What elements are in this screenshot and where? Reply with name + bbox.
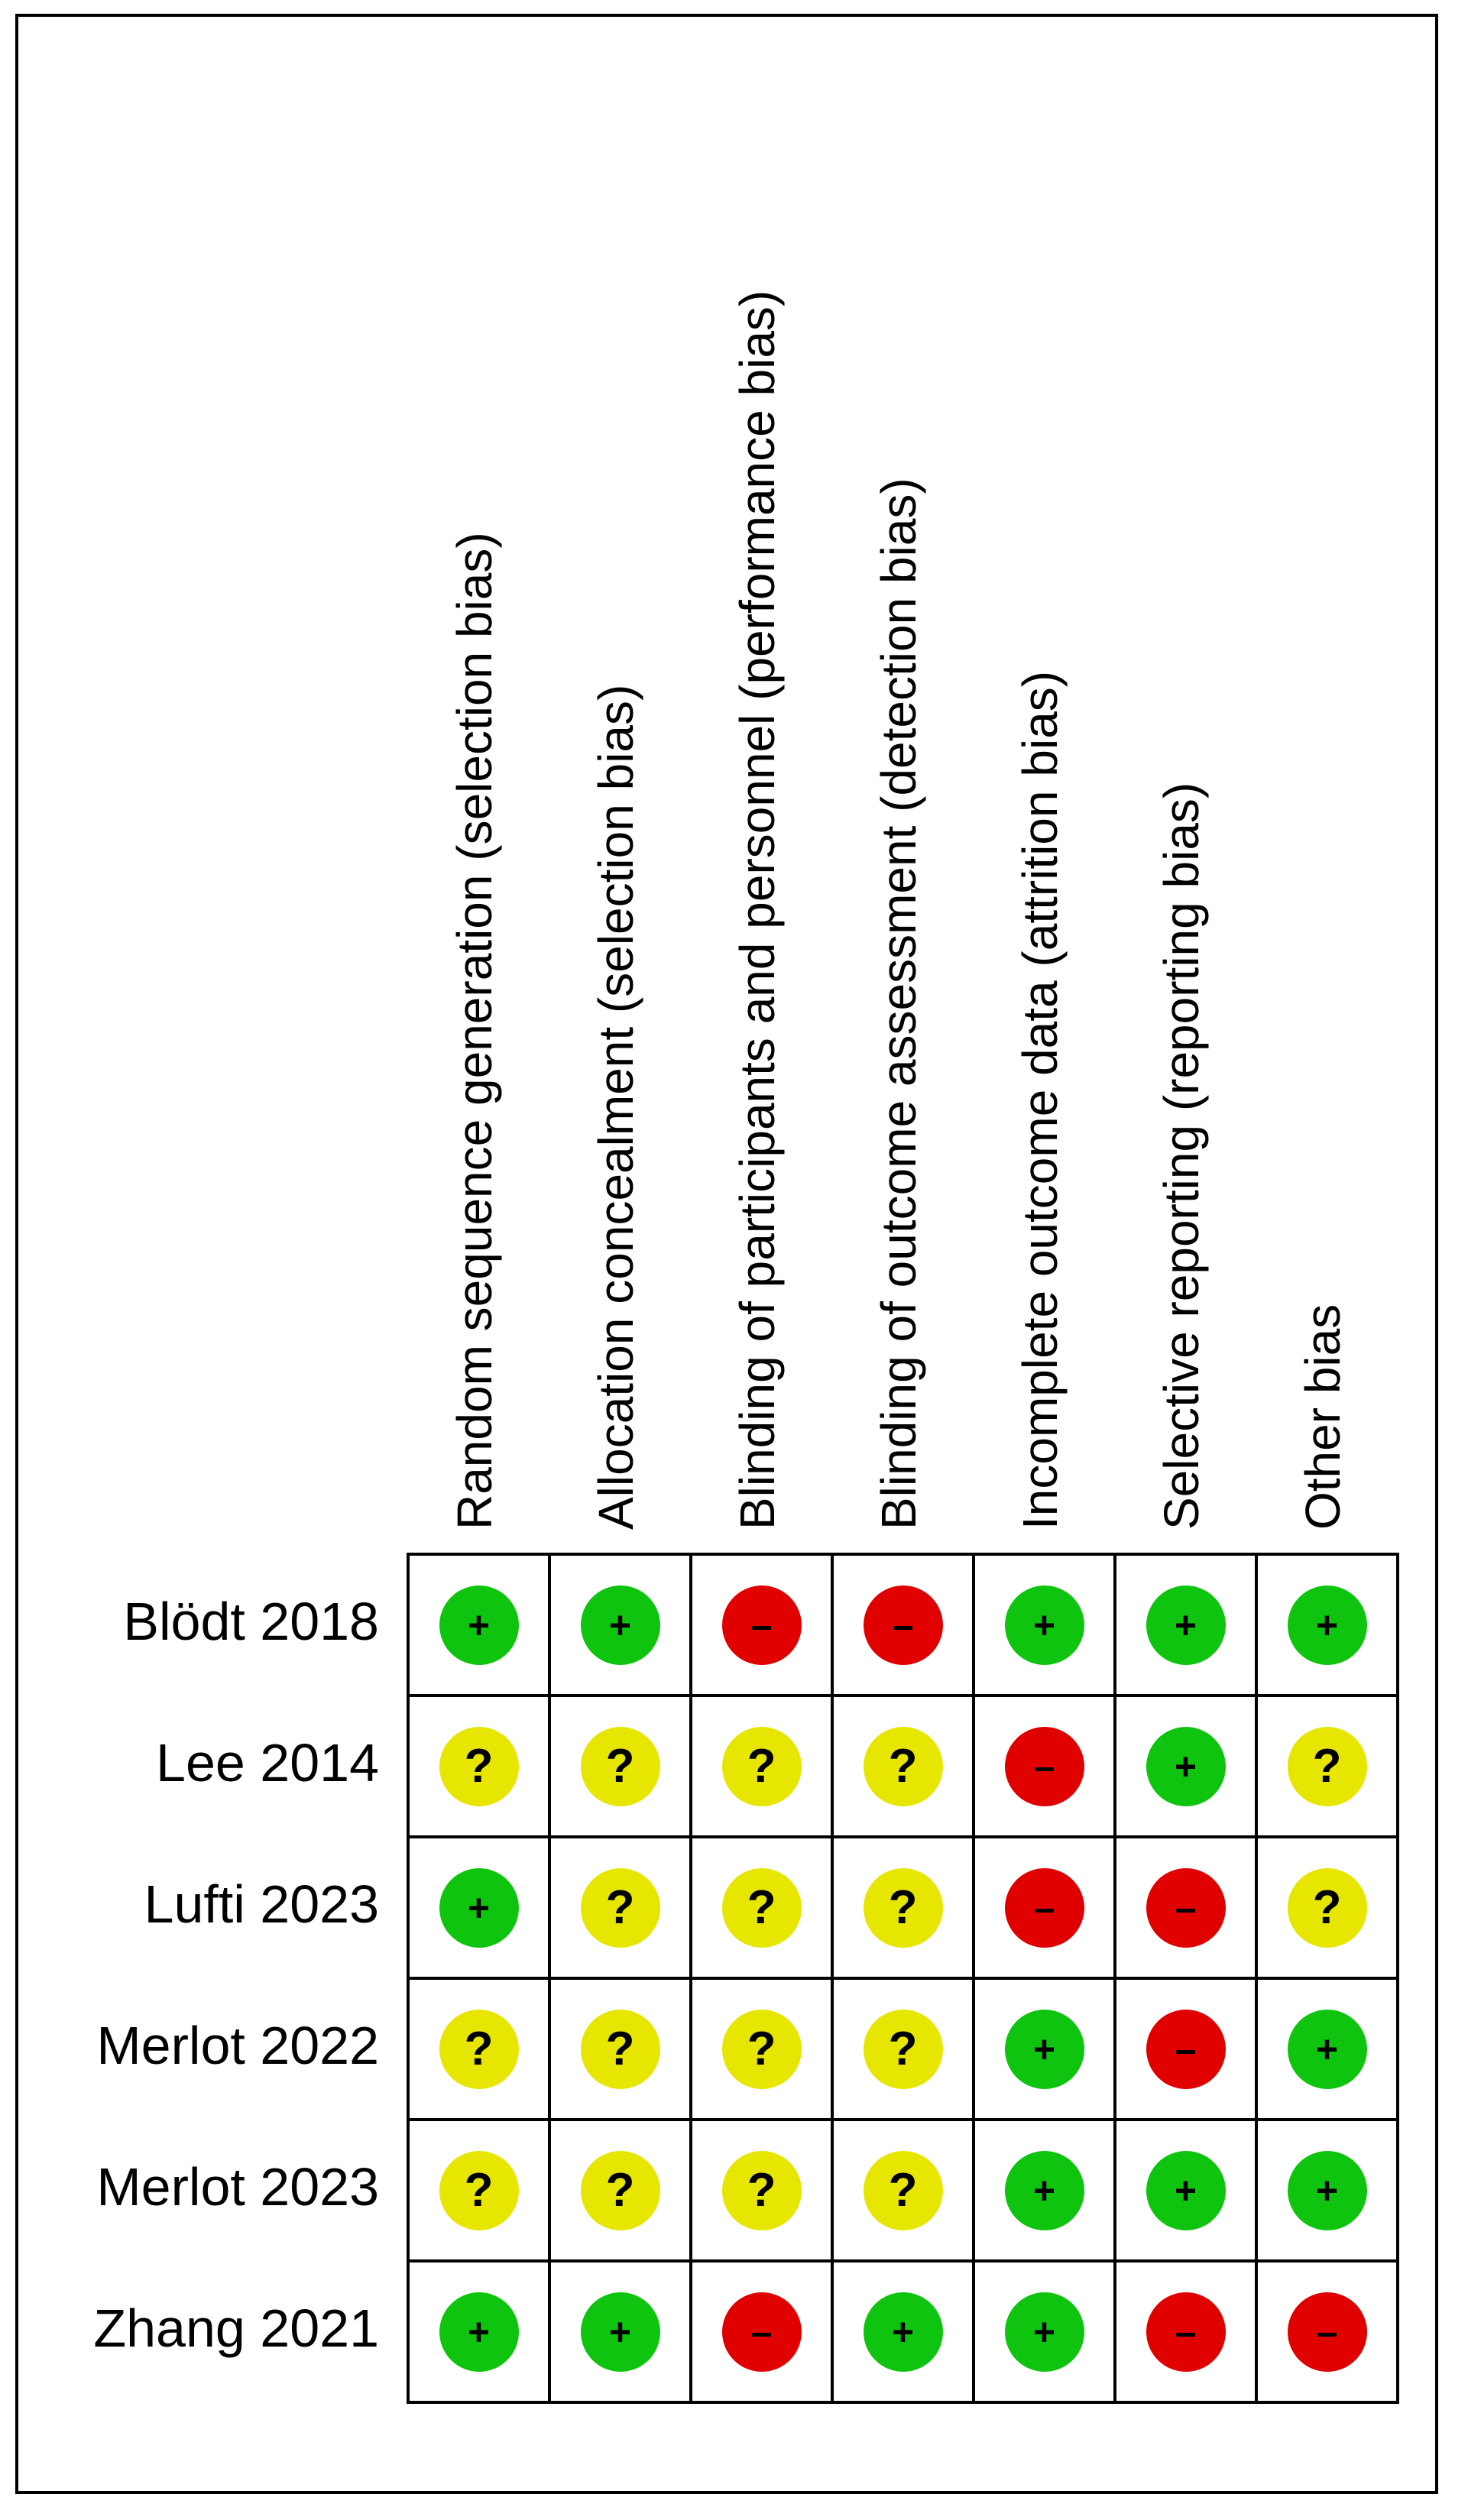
judgement-unclear-icon: ? bbox=[439, 2010, 519, 2089]
risk-of-bias-grid bbox=[407, 1553, 1399, 2404]
grid-cell bbox=[410, 1838, 551, 1980]
grid-cell bbox=[1116, 2121, 1258, 2262]
grid-cell bbox=[410, 1980, 551, 2121]
study-label: Merlot 2023 bbox=[96, 2156, 379, 2217]
judgement-unclear-icon: ? bbox=[722, 1727, 802, 1806]
grid-cell bbox=[834, 2121, 975, 2262]
judgement-low-icon: + bbox=[581, 1586, 660, 1665]
grid-cell bbox=[1116, 1697, 1258, 1838]
judgement-low-icon: + bbox=[439, 2292, 519, 2372]
study-label: Lee 2014 bbox=[156, 1732, 379, 1793]
judgement-unclear-icon: ? bbox=[722, 2151, 802, 2230]
judgement-unclear-icon: ? bbox=[722, 1868, 802, 1948]
judgement-high-icon: – bbox=[1005, 1727, 1084, 1806]
judgement-low-icon: + bbox=[1005, 1586, 1084, 1665]
study-label: Merlot 2022 bbox=[96, 2015, 379, 2075]
study-label: Zhang 2021 bbox=[93, 2298, 379, 2358]
judgement-unclear-icon: ? bbox=[439, 1727, 519, 1806]
judgement-unclear-icon: ? bbox=[581, 1868, 660, 1948]
judgement-high-icon: – bbox=[1288, 2292, 1367, 2372]
grid-cell bbox=[834, 1838, 975, 1980]
grid-cell bbox=[410, 1697, 551, 1838]
grid-cell bbox=[1258, 2262, 1399, 2404]
judgement-unclear-icon: ? bbox=[722, 2010, 802, 2089]
judgement-unclear-icon: ? bbox=[439, 2151, 519, 2230]
grid-cell bbox=[692, 1980, 834, 2121]
grid-cell bbox=[1258, 1556, 1399, 1697]
judgement-unclear-icon: ? bbox=[864, 2010, 943, 2089]
grid-cell bbox=[975, 1697, 1116, 1838]
judgement-high-icon: – bbox=[1146, 2292, 1226, 2372]
judgement-low-icon: + bbox=[1288, 1586, 1367, 1665]
grid-cell bbox=[1116, 1838, 1258, 1980]
grid-cell bbox=[551, 1980, 692, 2121]
grid-cell bbox=[551, 1697, 692, 1838]
judgement-unclear-icon: ? bbox=[581, 2151, 660, 2230]
grid-cell bbox=[692, 2121, 834, 2262]
judgement-low-icon: + bbox=[1146, 1727, 1226, 1806]
grid-cell bbox=[834, 1697, 975, 1838]
grid-cell bbox=[551, 2121, 692, 2262]
judgement-high-icon: – bbox=[1005, 1868, 1084, 1948]
grid-cell bbox=[410, 1556, 551, 1697]
grid-cell bbox=[692, 1556, 834, 1697]
judgement-unclear-icon: ? bbox=[864, 1868, 943, 1948]
judgement-unclear-icon: ? bbox=[1288, 1868, 1367, 1948]
grid-cell bbox=[551, 1838, 692, 1980]
grid-cell bbox=[834, 2262, 975, 2404]
judgement-unclear-icon: ? bbox=[581, 2010, 660, 2089]
grid-cell bbox=[975, 1980, 1116, 2121]
grid-cell bbox=[834, 1980, 975, 2121]
judgement-high-icon: – bbox=[722, 1586, 802, 1665]
grid-cell bbox=[1116, 1980, 1258, 2121]
judgement-low-icon: + bbox=[1146, 1586, 1226, 1665]
domain-header-label: Allocation concealment (selection bias) bbox=[588, 684, 643, 1530]
judgement-low-icon: + bbox=[1146, 2151, 1226, 2230]
judgement-unclear-icon: ? bbox=[864, 1727, 943, 1806]
grid-cell bbox=[975, 2121, 1116, 2262]
judgement-low-icon: + bbox=[1005, 2292, 1084, 2372]
risk-of-bias-figure bbox=[15, 14, 1438, 2494]
judgement-low-icon: + bbox=[1005, 2151, 1084, 2230]
study-label: Blödt 2018 bbox=[123, 1591, 379, 1651]
grid-cell bbox=[975, 2262, 1116, 2404]
judgement-low-icon: + bbox=[864, 2292, 943, 2372]
grid-cell bbox=[692, 1697, 834, 1838]
grid-cell bbox=[1258, 1980, 1399, 2121]
grid-cell bbox=[1116, 2262, 1258, 2404]
grid-cell bbox=[410, 2121, 551, 2262]
judgement-high-icon: – bbox=[722, 2292, 802, 2372]
judgement-low-icon: + bbox=[439, 1868, 519, 1948]
grid-cell bbox=[551, 2262, 692, 2404]
grid-cell bbox=[410, 2262, 551, 2404]
judgement-low-icon: + bbox=[439, 1586, 519, 1665]
grid-cell bbox=[1258, 1697, 1399, 1838]
grid-cell bbox=[692, 1838, 834, 1980]
grid-cell bbox=[834, 1556, 975, 1697]
grid-cell bbox=[1258, 1838, 1399, 1980]
judgement-low-icon: + bbox=[581, 2292, 660, 2372]
judgement-high-icon: – bbox=[864, 1586, 943, 1665]
grid-cell bbox=[975, 1556, 1116, 1697]
grid-cell bbox=[692, 2262, 834, 2404]
judgement-unclear-icon: ? bbox=[1288, 1727, 1367, 1806]
judgement-low-icon: + bbox=[1288, 2151, 1367, 2230]
grid-cell bbox=[1258, 2121, 1399, 2262]
judgement-low-icon: + bbox=[1288, 2010, 1367, 2089]
judgement-high-icon: – bbox=[1146, 1868, 1226, 1948]
grid-cell bbox=[551, 1556, 692, 1697]
judgement-low-icon: + bbox=[1005, 2010, 1084, 2089]
domain-header-label: Other bias bbox=[1295, 1304, 1350, 1530]
domain-header-label: Blinding of outcome assessment (detection bias) bbox=[870, 478, 926, 1530]
judgement-unclear-icon: ? bbox=[581, 1727, 660, 1806]
study-label: Lufti 2023 bbox=[144, 1874, 379, 1934]
grid-cell bbox=[975, 1838, 1116, 1980]
grid-cell bbox=[1116, 1556, 1258, 1697]
domain-header-label: Selective reporting (reporting bias) bbox=[1153, 782, 1209, 1530]
domain-header-label: Incomplete outcome data (attrition bias) bbox=[1012, 670, 1068, 1530]
judgement-high-icon: – bbox=[1146, 2010, 1226, 2089]
domain-header-label: Blinding of participants and personnel (performance bias) bbox=[729, 290, 785, 1530]
domain-header-label: Random sequence generation (selection bias) bbox=[446, 532, 502, 1530]
judgement-unclear-icon: ? bbox=[864, 2151, 943, 2230]
